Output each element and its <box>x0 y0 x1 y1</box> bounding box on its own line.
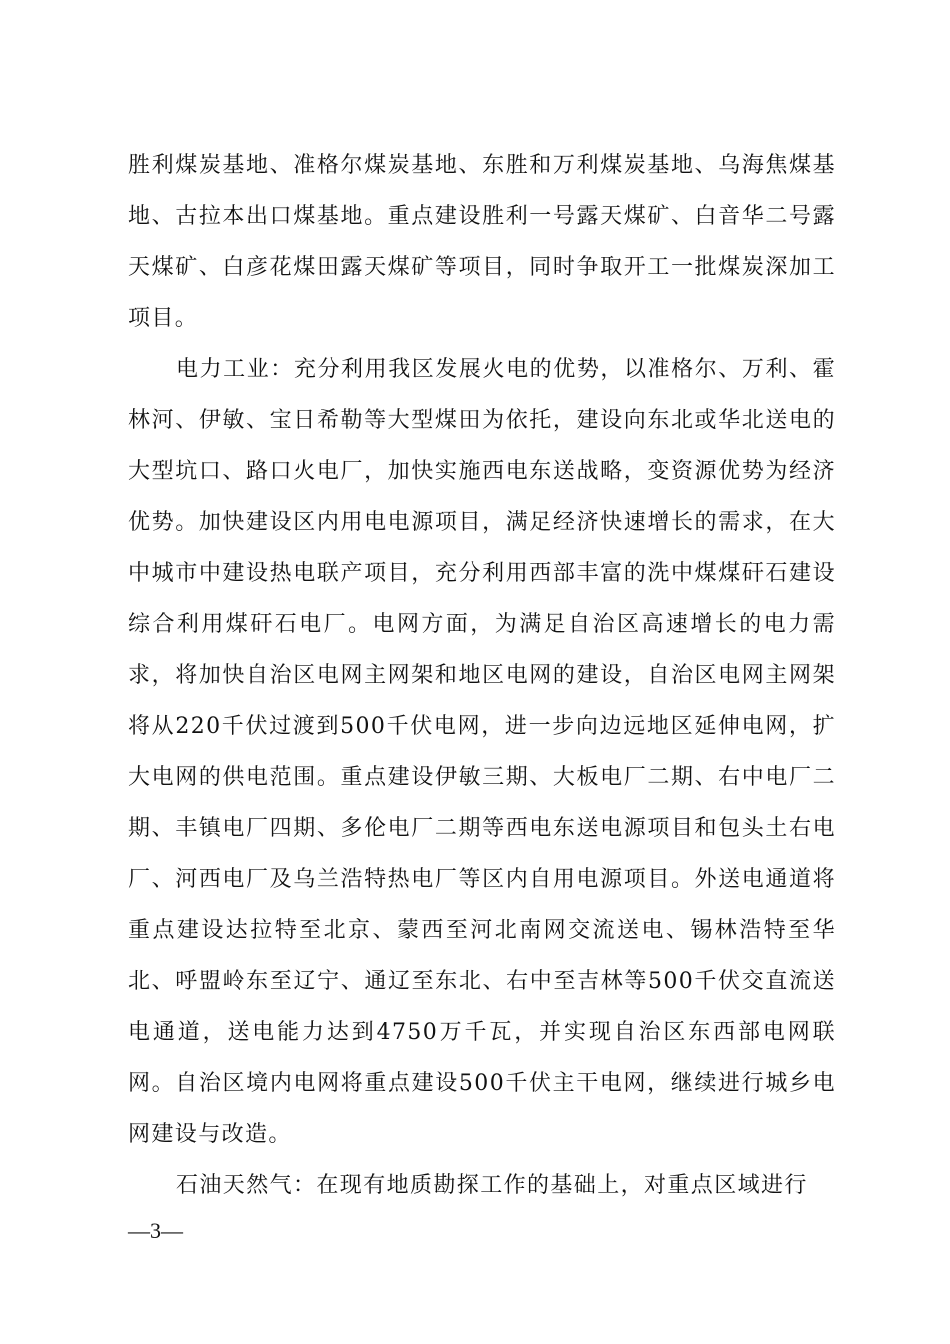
paragraph-coal-bases: 胜利煤炭基地、准格尔煤炭基地、东胜和万利煤炭基地、乌海焦煤基地、古拉本出口煤基地。重点建设胜利一号露天煤矿、白音华二号露天煤矿、白彦花煤田露天煤矿等项目，同时争取开工一批煤炭深加工项目。 <box>128 153 836 331</box>
paragraph-oil-gas: 石油天然气：在现有地质勘探工作的基础上，对重点区域进行 <box>176 1173 808 1198</box>
page-number: —3— <box>128 1218 183 1243</box>
paragraph-power-industry: 电力工业：充分利用我区发展火电的优势，以准格尔、万利、霍林河、伊敏、宝日希勒等大型煤田为依托，建设向东北或华北送电的大型坑口、路口火电厂，加快实施西电东送战略，变资源优势为经济优势。加快建设区内用电电源项目，满足经济快速增长的需求，在大中城市中建设热电联产项目，充分利用西部丰富的洗中煤煤矸石建设综合利用煤矸石电厂。电网方面，为满足自治区高速增长的电力需求，将加快自治区电网主网架和地区电网的建设，自治区电网主网架将从220千伏过渡到500千伏电网，进一步向边远地区延伸电网，扩大电网的供电范围。重点建设伊敏三期、大板电厂二期、右中电厂二期、丰镇电厂四期、多伦电厂二期等西电东送电源项目和包头土右电厂、河西电厂及乌兰浩特热电厂等区内自用电源项目。外送电通道将重点建设达拉特至北京、蒙西至河北南网交流送电、锡林浩特至华北、呼盟岭东至辽宁、通辽至东北、右中至吉林等500千伏交直流送电通道，送电能力达到4750万千瓦，并实现自治区东西部电网联网。自治区境内电网将重点建设500千伏主干电网，继续进行城乡电网建设与改造。 <box>128 357 836 1147</box>
body-text <box>128 140 836 1211</box>
